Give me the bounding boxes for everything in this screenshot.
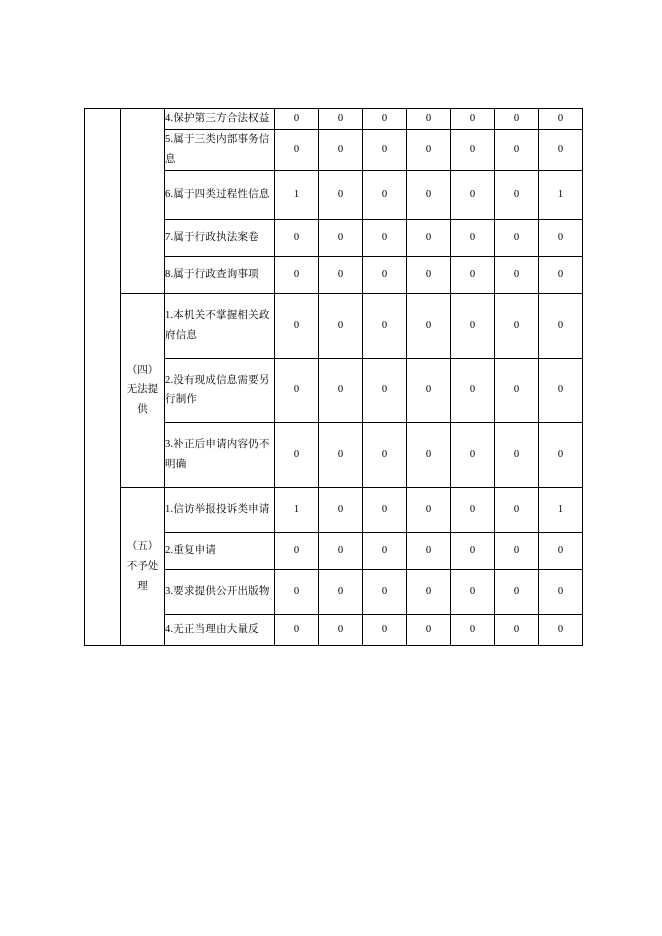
row-value: 0: [495, 170, 539, 219]
statistics-table: [84, 108, 583, 646]
row-item-label: 7.属于行政执法案卷: [165, 219, 275, 256]
row-value: 0: [319, 293, 363, 358]
row-value: 0: [539, 256, 583, 293]
row-value: 0: [319, 219, 363, 256]
row-value: 0: [407, 293, 451, 358]
row-value: 0: [407, 170, 451, 219]
row-value: 0: [407, 570, 451, 615]
row-value: 0: [319, 109, 363, 130]
row-value: 0: [539, 423, 583, 488]
outer-category-cell: [85, 109, 121, 646]
row-value: 0: [451, 293, 495, 358]
row-value: 0: [407, 615, 451, 646]
row-value: 0: [539, 615, 583, 646]
row-value: 0: [275, 256, 319, 293]
row-value: 0: [495, 570, 539, 615]
row-value: 0: [451, 129, 495, 170]
group-label-line: 供: [137, 404, 148, 416]
group-label-line: （五）: [126, 540, 159, 552]
group-label-line: 理: [137, 580, 148, 592]
row-value: 0: [363, 615, 407, 646]
group-label-line: （四）: [126, 364, 159, 376]
row-value: 0: [495, 533, 539, 570]
group-label-line: 不予处: [126, 560, 159, 572]
row-value: 0: [363, 129, 407, 170]
row-value: 0: [319, 488, 363, 533]
row-value: 0: [495, 293, 539, 358]
row-value: 0: [407, 129, 451, 170]
row-item-label: 1.本机关不掌握相关政府信息: [165, 293, 275, 358]
row-value: 0: [363, 219, 407, 256]
row-value: 0: [319, 533, 363, 570]
row-item-label: 2.没有现成信息需要另行制作: [165, 358, 275, 423]
row-value: 0: [451, 219, 495, 256]
row-item-label: 4.无正当理由大量反: [165, 615, 275, 646]
row-value: 0: [275, 570, 319, 615]
row-value: 0: [451, 533, 495, 570]
row-item-label: 8.属于行政查询事项: [165, 256, 275, 293]
row-value: 0: [451, 615, 495, 646]
row-item-label: 6.属于四类过程性信息: [165, 170, 275, 219]
row-value: 0: [275, 615, 319, 646]
row-item-label: 4.保护第三方合法权益: [165, 109, 275, 130]
row-value: 0: [319, 358, 363, 423]
row-value: 0: [363, 170, 407, 219]
group-label-line: 无法提: [126, 384, 159, 396]
row-value: 1: [275, 170, 319, 219]
row-value: 0: [319, 129, 363, 170]
row-value: 0: [451, 488, 495, 533]
row-value: 0: [275, 129, 319, 170]
group-label-cell: [121, 293, 165, 488]
row-value: 0: [275, 219, 319, 256]
group-label-cell: [121, 488, 165, 646]
row-value: 0: [319, 570, 363, 615]
row-value: 0: [451, 358, 495, 423]
row-value: 0: [495, 488, 539, 533]
row-value: 0: [363, 358, 407, 423]
row-value: 0: [539, 129, 583, 170]
row-value: 0: [451, 570, 495, 615]
row-item-label: 3.要求提供公开出版物: [165, 570, 275, 615]
row-value: 0: [539, 358, 583, 423]
row-value: 0: [363, 293, 407, 358]
row-value: 0: [275, 358, 319, 423]
row-item-label: 3.补正后申请内容仍不明确: [165, 423, 275, 488]
row-value: 0: [275, 109, 319, 130]
row-value: 1: [539, 170, 583, 219]
row-value: 0: [539, 533, 583, 570]
row-value: 0: [363, 570, 407, 615]
row-value: 0: [451, 170, 495, 219]
row-value: 0: [363, 488, 407, 533]
row-item-label: 5.属于三类内部事务信息: [165, 129, 275, 170]
row-value: 0: [539, 109, 583, 130]
row-value: 0: [451, 423, 495, 488]
row-value: 1: [539, 488, 583, 533]
row-item-label: 2.重复申请: [165, 533, 275, 570]
row-value: 0: [495, 219, 539, 256]
group-label-cell: [121, 109, 165, 294]
row-value: 0: [451, 109, 495, 130]
statistics-table-container: [84, 108, 582, 646]
row-value: 0: [363, 256, 407, 293]
row-item-label: 1.信访举报投诉类申请: [165, 488, 275, 533]
row-value: 0: [407, 109, 451, 130]
row-value: 0: [363, 109, 407, 130]
row-value: 0: [319, 256, 363, 293]
row-value: 0: [495, 615, 539, 646]
row-value: 0: [319, 615, 363, 646]
row-value: 0: [319, 170, 363, 219]
row-value: 0: [407, 358, 451, 423]
row-value: 0: [275, 533, 319, 570]
row-value: 0: [275, 293, 319, 358]
row-value: 0: [319, 423, 363, 488]
row-value: 0: [495, 256, 539, 293]
row-value: 0: [495, 358, 539, 423]
table-row: [85, 109, 583, 130]
row-value: 0: [407, 533, 451, 570]
row-value: 0: [539, 570, 583, 615]
row-value: 0: [407, 256, 451, 293]
row-value: 0: [363, 423, 407, 488]
row-value: 0: [539, 219, 583, 256]
table-row: [85, 293, 583, 358]
row-value: 1: [275, 488, 319, 533]
row-value: 0: [495, 423, 539, 488]
row-value: 0: [407, 488, 451, 533]
row-value: 0: [451, 256, 495, 293]
row-value: 0: [495, 109, 539, 130]
table-row: [85, 488, 583, 533]
row-value: 0: [407, 219, 451, 256]
row-value: 0: [363, 533, 407, 570]
row-value: 0: [407, 423, 451, 488]
row-value: 0: [275, 423, 319, 488]
row-value: 0: [495, 129, 539, 170]
row-value: 0: [539, 293, 583, 358]
